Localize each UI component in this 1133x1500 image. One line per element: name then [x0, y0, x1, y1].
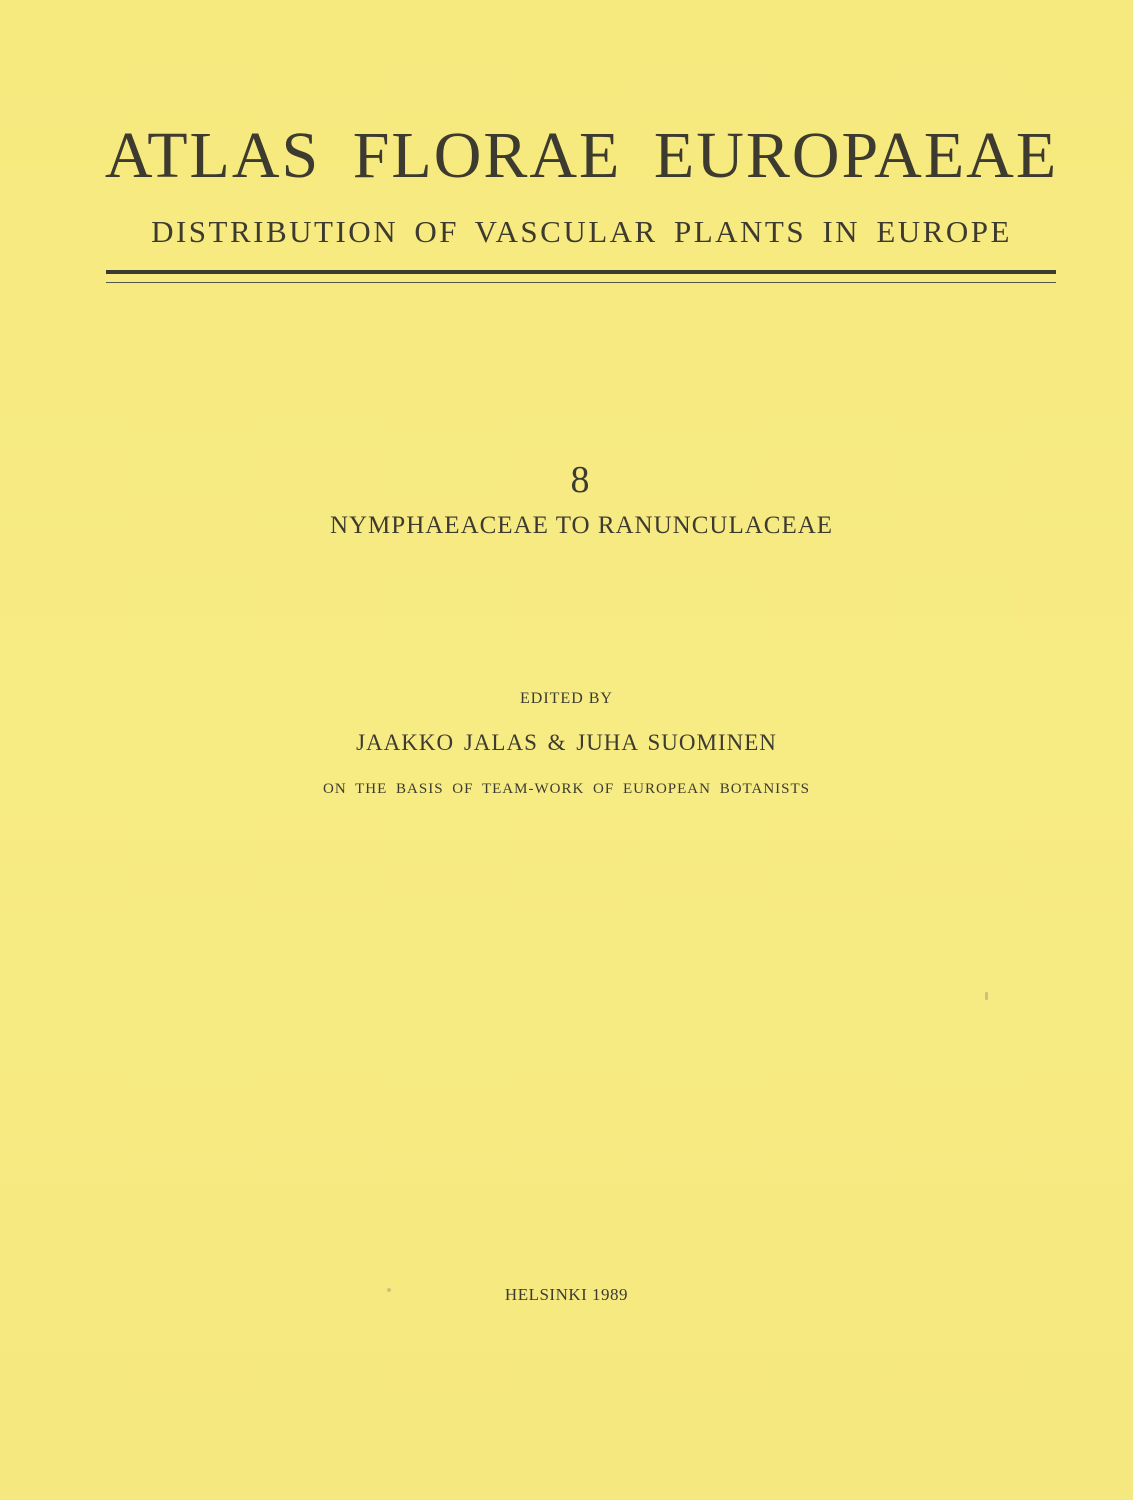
imprint: HELSINKI 1989: [504, 1285, 629, 1304]
paper-speck: [985, 992, 988, 1000]
cover-subtitle: DISTRIBUTION OF VASCULAR PLANTS IN EUROPE: [151, 214, 1012, 249]
paper-speck: [387, 1288, 391, 1292]
title-rule-thin: [106, 282, 1056, 283]
volume-title: NYMPHAEACEAE TO RANUNCULACEAE: [329, 512, 834, 539]
edited-by-label: EDITED BY: [520, 690, 613, 707]
editors-names: JAAKKO JALAS & JUHA SUOMINEN: [356, 730, 777, 755]
title-rule-thick: [106, 270, 1056, 274]
basis-statement: ON THE BASIS OF TEAM-WORK OF EUROPEAN BOTANISTS: [322, 781, 811, 797]
volume-number: 8: [570, 459, 590, 501]
cover-title: ATLAS FLORAE EUROPAEAE: [104, 119, 1059, 192]
